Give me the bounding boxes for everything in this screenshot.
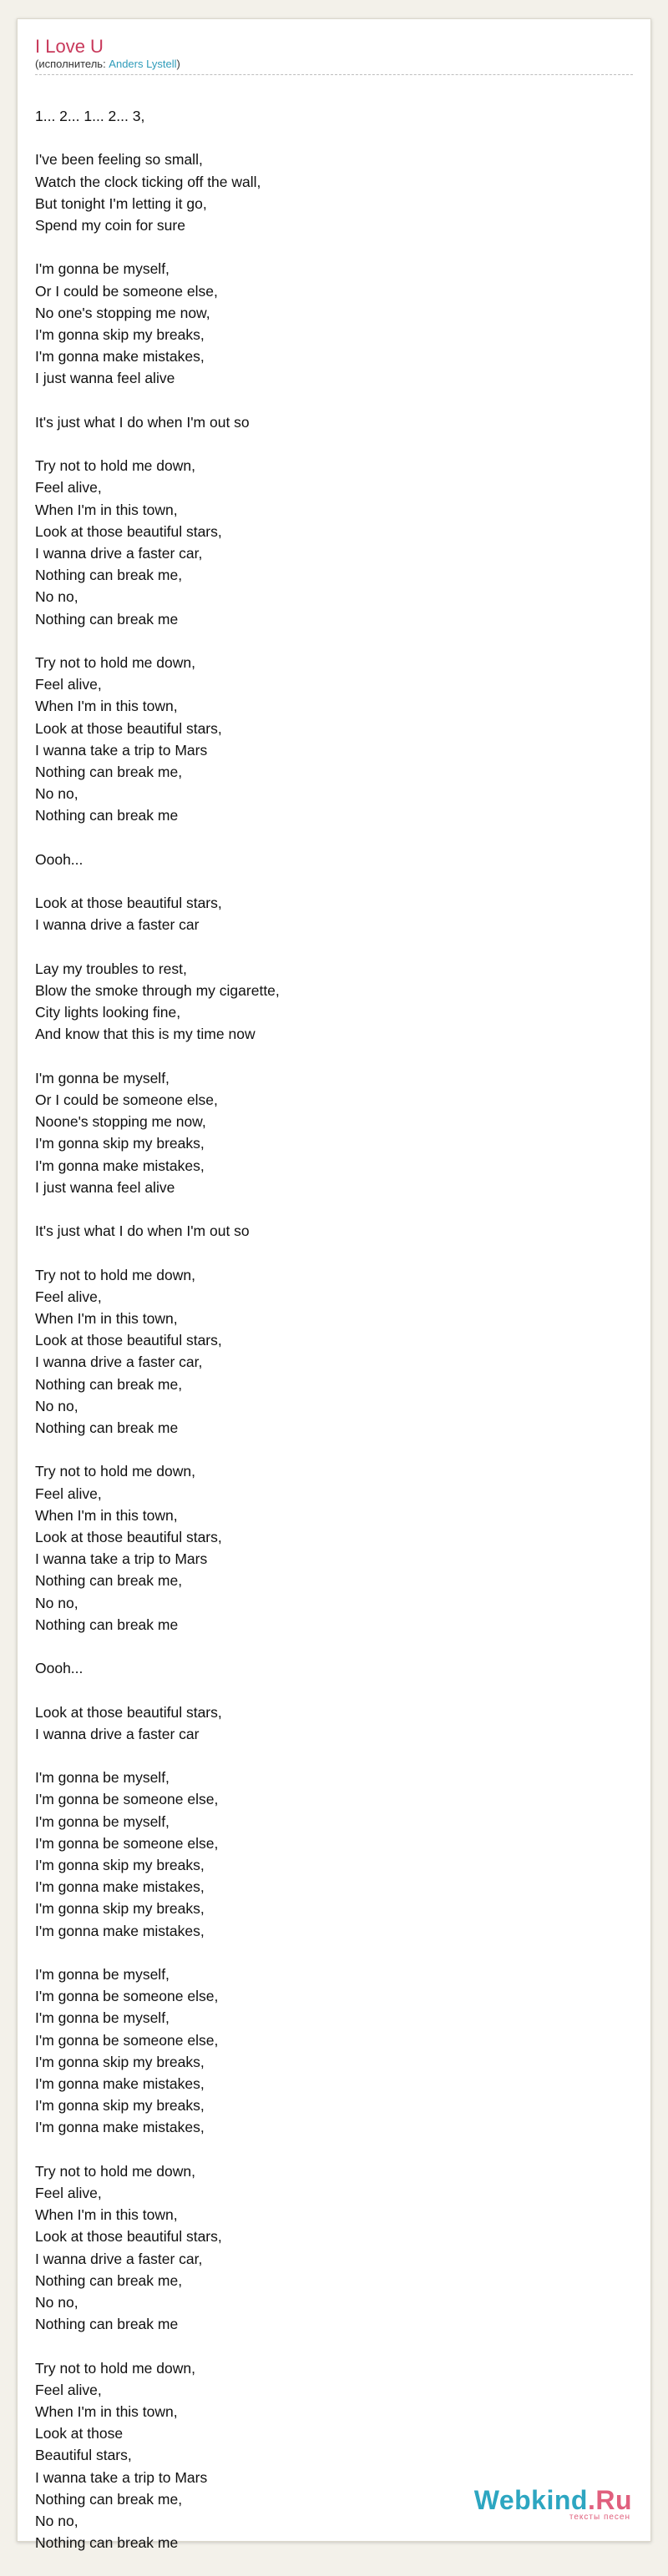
- lyrics-line: It's just what I do when I'm out so: [35, 1222, 250, 1240]
- lyrics-line: I'm gonna be myself,: [35, 1769, 170, 1787]
- lyrics-line: Or I could be someone else,: [35, 282, 218, 300]
- lyrics-text: [35, 105, 633, 2576]
- lyrics-line: I'm gonna be myself,: [35, 1812, 170, 1830]
- lyrics-stanza: [35, 2160, 633, 2336]
- lyrics-line: I'm gonna skip my breaks,: [35, 1857, 205, 1874]
- lyrics-line: Try not to hold me down,: [35, 654, 195, 671]
- logo-tagline: тексты песен: [569, 2513, 630, 2522]
- lyrics-line: Nothing can break me,: [35, 1572, 183, 1590]
- lyrics-line: Feel alive,: [35, 2381, 102, 2398]
- lyrics-line: I'm gonna make mistakes,: [35, 2119, 205, 2136]
- lyrics-line: When I'm in this town,: [35, 501, 178, 518]
- lyrics-line: Look at those beautiful stars,: [35, 895, 222, 912]
- lyrics-line: Nothing can break me: [35, 807, 179, 824]
- lyrics-line: Nothing can break me: [35, 1616, 179, 1633]
- lyrics-line: I'm gonna be myself,: [35, 1966, 170, 1984]
- lyrics-stanza: [35, 105, 633, 127]
- lyrics-stanza: [35, 258, 633, 389]
- lyrics-line: City lights looking fine,: [35, 1004, 181, 1021]
- lyrics-line: I wanna take a trip to Mars: [35, 2468, 208, 2486]
- performer-line: [35, 58, 633, 71]
- lyrics-line: I'm gonna skip my breaks,: [35, 2097, 205, 2115]
- lyrics-line: Nothing can break me: [35, 1419, 179, 1437]
- lyrics-line: I'm gonna skip my breaks,: [35, 326, 205, 343]
- lyrics-line: I'm gonna make mistakes,: [35, 348, 205, 365]
- lyrics-line: Feel alive,: [35, 676, 102, 693]
- lyrics-stanza: [35, 1460, 633, 1636]
- lyrics-line: Spend my coin for sure: [35, 217, 185, 234]
- lyrics-line: I just wanna feel alive: [35, 370, 175, 387]
- lyrics-line: I'm gonna make mistakes,: [35, 1922, 205, 1939]
- lyrics-line: But tonight I'm letting it go,: [35, 194, 207, 212]
- lyrics-line: I'm gonna be myself,: [35, 1069, 170, 1086]
- lyrics-stanza: [35, 652, 633, 827]
- lyrics-stanza: [35, 1657, 633, 1679]
- lyrics-line: I just wanna feel alive: [35, 1178, 175, 1196]
- lyrics-line: I'm gonna be someone else,: [35, 1791, 219, 1808]
- lyrics-stanza: [35, 1067, 633, 1198]
- lyrics-line: Beautiful stars,: [35, 2447, 132, 2464]
- lyrics-line: Try not to hold me down,: [35, 1463, 195, 1480]
- lyrics-line: No no,: [35, 588, 78, 606]
- lyrics-line: No no,: [35, 1594, 78, 1611]
- lyrics-line: Nothing can break me,: [35, 2271, 183, 2289]
- lyrics-stanza: [35, 1964, 633, 2139]
- song-header: [35, 36, 633, 75]
- header-divider: [35, 74, 633, 75]
- logo-main: Webkind: [473, 2485, 588, 2515]
- lyrics-line: I'm gonna skip my breaks,: [35, 1900, 205, 1918]
- lyrics-line: When I'm in this town,: [35, 1310, 178, 1327]
- lyrics-line: When I'm in this town,: [35, 1506, 178, 1524]
- lyrics-line: I wanna take a trip to Mars: [35, 1550, 208, 1568]
- lyrics-line: Try not to hold me down,: [35, 2162, 195, 2180]
- lyrics-line: I wanna drive a faster car,: [35, 2250, 203, 2267]
- lyrics-stanza: [35, 1701, 633, 1745]
- lyrics-line: No no,: [35, 2513, 78, 2530]
- lyrics-line: No no,: [35, 785, 78, 803]
- lyrics-stanza: [35, 2357, 633, 2554]
- lyrics-line: Nothing can break me: [35, 2316, 179, 2333]
- lyrics-line: I wanna drive a faster car,: [35, 1354, 203, 1371]
- lyrics-line: Or I could be someone else,: [35, 1091, 218, 1108]
- lyrics-line: I'm gonna skip my breaks,: [35, 1135, 205, 1152]
- lyrics-card: [17, 18, 651, 2552]
- lyrics-line: Look at those beautiful stars,: [35, 1703, 222, 1721]
- lyrics-line: Nothing can break me: [35, 610, 179, 628]
- lyrics-line: Feel alive,: [35, 1485, 102, 1502]
- lyrics-line: When I'm in this town,: [35, 2403, 178, 2421]
- lyrics-line: Nothing can break me: [35, 2534, 179, 2552]
- lyrics-stanza: [35, 849, 633, 870]
- lyrics-line: Nothing can break me,: [35, 764, 183, 781]
- performer-prefix: (исполнитель:: [35, 58, 109, 70]
- lyrics-stanza: [35, 455, 633, 630]
- lyrics-line: Look at those beautiful stars,: [35, 2228, 222, 2246]
- lyrics-line: Oooh...: [35, 1660, 84, 1677]
- lyrics-line: I'm gonna be someone else,: [35, 1834, 219, 1852]
- lyrics-line: Watch the clock ticking off the wall,: [35, 173, 261, 190]
- lyrics-line: I wanna drive a faster car: [35, 916, 200, 934]
- logo-suffix: .Ru: [587, 2485, 632, 2515]
- artist-link[interactable]: Anders Lystell: [109, 58, 177, 70]
- lyrics-line: Feel alive,: [35, 1288, 102, 1305]
- lyrics-line: Look at those beautiful stars,: [35, 1332, 222, 1349]
- lyrics-line: When I'm in this town,: [35, 698, 178, 715]
- lyrics-line: I wanna take a trip to Mars: [35, 741, 208, 759]
- lyrics-stanza: [35, 1220, 633, 1242]
- lyrics-line: No one's stopping me now,: [35, 304, 210, 321]
- lyrics-line: It's just what I do when I'm out so: [35, 413, 250, 431]
- lyrics-line: No no,: [35, 2294, 78, 2311]
- lyrics-stanza: [35, 1264, 633, 1439]
- lyrics-line: I'm gonna be myself,: [35, 260, 170, 278]
- logo-wordmark: [474, 2486, 632, 2514]
- lyrics-stanza: [35, 149, 633, 236]
- lyrics-line: When I'm in this town,: [35, 2206, 178, 2224]
- lyrics-line: I'm gonna be someone else,: [35, 2031, 219, 2049]
- lyrics-line: Nothing can break me,: [35, 2490, 183, 2508]
- lyrics-line: Look at those beautiful stars,: [35, 522, 222, 540]
- lyrics-stanza: [35, 411, 633, 433]
- lyrics-line: Lay my troubles to rest,: [35, 960, 187, 977]
- lyrics-line: 1... 2... 1... 2... 3,: [35, 108, 145, 124]
- lyrics-line: No no,: [35, 1397, 78, 1414]
- lyrics-stanza: [35, 892, 633, 935]
- lyrics-line: Noone's stopping me now,: [35, 1113, 206, 1131]
- lyrics-line: I'm gonna make mistakes,: [35, 1157, 205, 1174]
- lyrics-line: Look at those beautiful stars,: [35, 1529, 222, 1546]
- song-title: I Love U: [35, 36, 104, 57]
- lyrics-line: Try not to hold me down,: [35, 2359, 195, 2377]
- lyrics-line: I'm gonna skip my breaks,: [35, 2053, 205, 2070]
- site-logo[interactable]: [474, 2486, 632, 2523]
- lyrics-line: Blow the smoke through my cigarette,: [35, 982, 280, 999]
- lyrics-line: Try not to hold me down,: [35, 457, 195, 475]
- lyrics-line: Feel alive,: [35, 2185, 102, 2202]
- lyrics-line: I'm gonna make mistakes,: [35, 1878, 205, 1896]
- lyrics-line: I'm gonna be someone else,: [35, 1988, 219, 2005]
- lyrics-stanza: [35, 958, 633, 1046]
- lyrics-stanza: [35, 1767, 633, 1942]
- lyrics-line: I'm gonna be myself,: [35, 2009, 170, 2027]
- lyrics-line: I'm gonna make mistakes,: [35, 2075, 205, 2093]
- lyrics-line: I wanna drive a faster car,: [35, 545, 203, 562]
- lyrics-line: I've been feeling so small,: [35, 151, 203, 169]
- lyrics-line: Nothing can break me,: [35, 567, 183, 584]
- lyrics-line: I wanna drive a faster car: [35, 1725, 200, 1742]
- lyrics-line: Feel alive,: [35, 479, 102, 497]
- performer-suffix: ): [176, 58, 180, 70]
- lyrics-line: Oooh...: [35, 850, 84, 868]
- lyrics-line: Look at those beautiful stars,: [35, 719, 222, 737]
- lyrics-line: Nothing can break me,: [35, 1375, 183, 1393]
- lyrics-line: Try not to hold me down,: [35, 1266, 195, 1283]
- lyrics-line: And know that this is my time now: [35, 1026, 256, 1043]
- lyrics-line: Look at those: [35, 2425, 124, 2442]
